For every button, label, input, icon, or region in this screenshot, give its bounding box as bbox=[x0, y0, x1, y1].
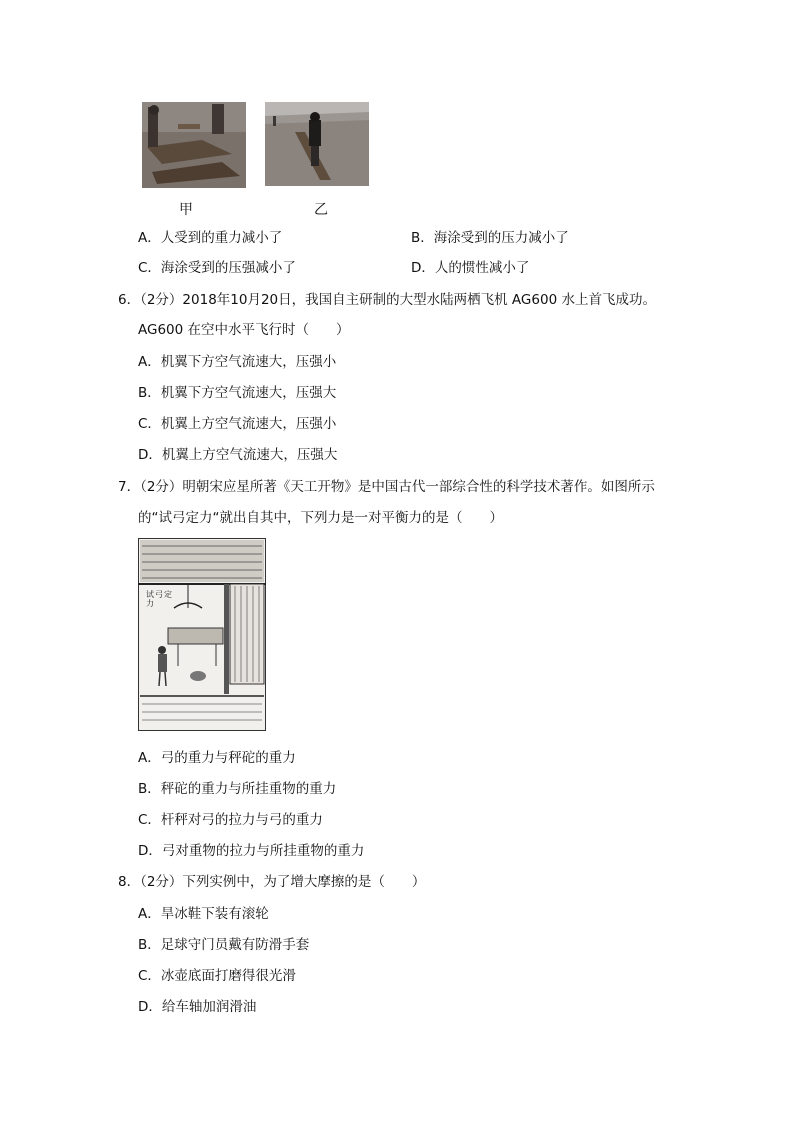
caption-yi: 乙 bbox=[314, 202, 328, 218]
q6-stem-line1: 6．（2分）2018年10月20日，我国自主研制的大型水陆两栖飞机 AG600 水上首飞成功。 bbox=[118, 292, 656, 308]
q7-option-a: A．弓的重力与秤砣的重力 bbox=[138, 750, 296, 766]
photo-jia-mud-sleds bbox=[142, 102, 246, 188]
q6-stem-line2: AG600 在空中水平飞行时（ ） bbox=[138, 322, 350, 338]
q8-option-a: A．旱冰鞋下装有滚轮 bbox=[138, 906, 269, 922]
q8-option-c: C．冰壶底面打磨得很光滑 bbox=[138, 968, 296, 984]
q8-stem: 8．（2分）下列实例中，为了增大摩擦的是（ ） bbox=[118, 874, 426, 890]
q7-option-d: D．弓对重物的拉力与所挂重物的重力 bbox=[138, 843, 365, 859]
photo-yi-mud-sled-rider bbox=[265, 102, 369, 186]
q7-option-b: B．秤砣的重力与所挂重物的重力 bbox=[138, 781, 337, 797]
q5-option-c: C．海涂受到的压强减小了 bbox=[138, 260, 296, 276]
woodcut-caption: 试弓定力 bbox=[146, 590, 173, 608]
caption-jia: 甲 bbox=[179, 202, 193, 218]
q7-stem-line1: 7．（2分）明朝宋应星所著《天工开物》是中国古代一部综合性的科学技术著作。如图所示 bbox=[118, 479, 655, 495]
q7-option-c: C．杆秤对弓的拉力与弓的重力 bbox=[138, 812, 323, 828]
q8-option-d: D．给车轴加润滑油 bbox=[138, 999, 257, 1015]
q5-option-b: B．海涂受到的压力减小了 bbox=[411, 230, 569, 246]
q5-option-d: D．人的惯性减小了 bbox=[411, 260, 530, 276]
woodcut-bow-test-illustration bbox=[138, 538, 266, 731]
q7-stem-line2: 的“试弓定力“就出自其中，下列力是一对平衡力的是（ ） bbox=[138, 510, 503, 526]
q8-option-b: B．足球守门员戴有防滑手套 bbox=[138, 937, 310, 953]
q5-option-a: A．人受到的重力减小了 bbox=[138, 230, 283, 246]
q6-option-a: A．机翼下方空气流速大，压强小 bbox=[138, 354, 337, 370]
q6-option-b: B．机翼下方空气流速大，压强大 bbox=[138, 385, 337, 401]
q6-option-d: D．机翼上方空气流速大，压强大 bbox=[138, 447, 338, 463]
q6-option-c: C．机翼上方空气流速大，压强小 bbox=[138, 416, 337, 432]
